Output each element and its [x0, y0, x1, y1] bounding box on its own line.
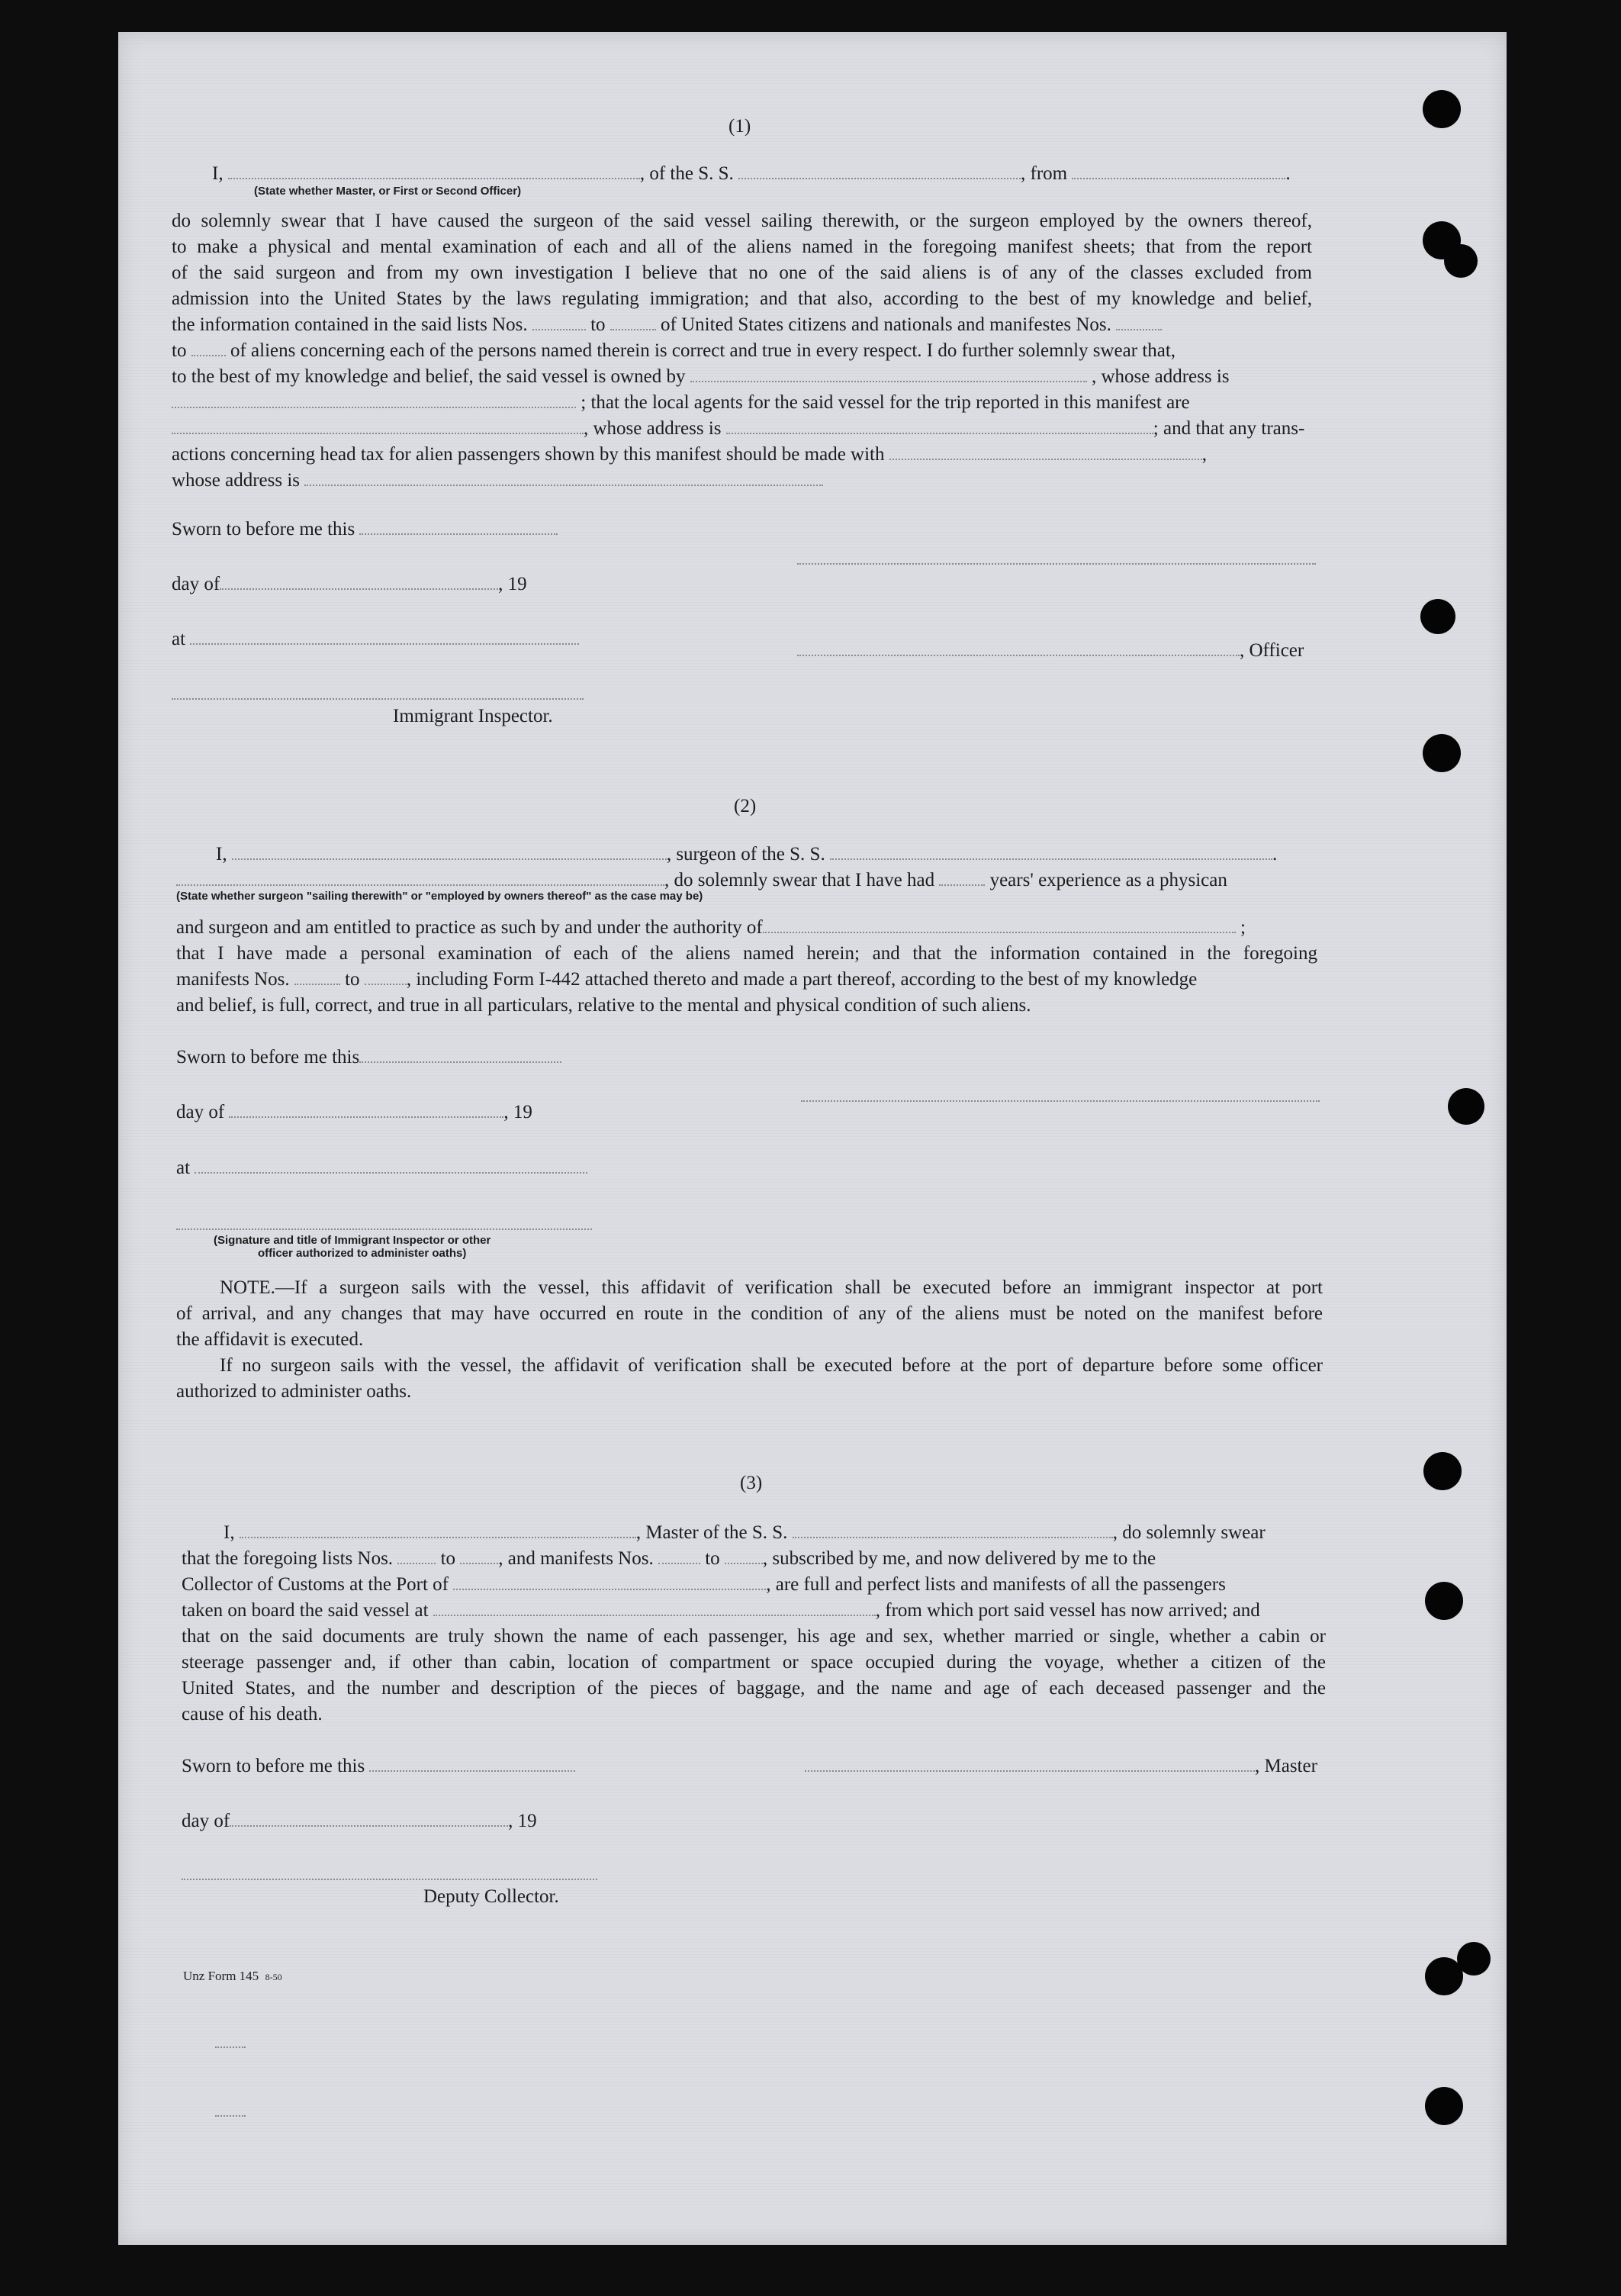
master-signature-field[interactable] [805, 1755, 1255, 1772]
punch-hole [1420, 599, 1455, 634]
surgeon-manifests-to-field[interactable] [365, 968, 407, 985]
day-of-field[interactable] [230, 1810, 508, 1827]
section3-collector-line: Collector of Customs at the Port of , are full and perfect lists and manifests of all the passengers [182, 1574, 1226, 1595]
owner-address-field[interactable] [172, 391, 576, 408]
officer-line: , Officer [797, 639, 1304, 663]
section-number: (2) [734, 796, 757, 816]
section1-lists-line: the information contained in the said lists Nos. to of United States citizens and nationals and manifestes Nos. [172, 313, 1162, 337]
section-number: (3) [740, 1473, 763, 1493]
margin-mark [215, 2046, 246, 2048]
form-page [118, 32, 1507, 2245]
section1-owned-line: to the best of my knowledge and belief, the said vessel is owned by , whose address is [172, 366, 1230, 387]
section2-line2: , do solemnly swear that I have had years' experience as a physican [176, 868, 1227, 893]
signature-line[interactable] [801, 1100, 1320, 1102]
punch-hole [1423, 1452, 1462, 1490]
section1-line1: I, , of the S. S. , from . [212, 163, 1291, 184]
punch-hole [1423, 90, 1461, 128]
section1-whose2-line: whose address is [172, 469, 823, 493]
section2-para-line: that I have made a personal examination of each of the aliens named herein; and that the information contained in the foregoing [176, 943, 1317, 964]
owner-field[interactable] [690, 365, 1087, 382]
section1-to-line: to of aliens concerning each of the persons named therein is correct and true in every respect. I do further solemnly swear that, [172, 340, 1176, 361]
inspector-signature-line[interactable] [176, 1229, 592, 1230]
master-manifests-to-field[interactable] [725, 1547, 763, 1564]
section3-lists-line: that the foregoing lists Nos. to , and manifests Nos. to , subscribed by me, and now delivered by me to the [182, 1548, 1156, 1569]
note-line: authorized to administer oaths. [176, 1381, 412, 1402]
master-manifests-from-field[interactable] [658, 1547, 700, 1564]
day-of-field[interactable] [229, 1101, 503, 1118]
section2-para-line: and belief, is full, correct, and true in all particulars, relative to the mental and physical condition of such aliens. [176, 995, 1031, 1016]
section3-para-line: cause of his death. [182, 1704, 323, 1724]
head-tax-contact-field[interactable] [889, 443, 1202, 460]
agents-address-field[interactable] [726, 417, 1153, 434]
section3-taken-line: taken on board the said vessel at , from which port said vessel has now arrived; and [182, 1600, 1260, 1621]
officer-rank-field[interactable] [228, 163, 640, 179]
sworn-day-field[interactable] [359, 518, 558, 535]
field-caption: (Signature and title of Immigrant Inspector or other [214, 1234, 491, 1247]
sworn-day-field[interactable] [359, 1046, 561, 1063]
authority-field[interactable] [763, 916, 1236, 933]
inspector-signature-line[interactable] [172, 698, 584, 700]
section1-para-line: do solemnly swear that I have caused the surgeon of the said vessel sailing therewith, or the surgeon employed by the owners thereof, [172, 211, 1312, 231]
section2-authority-line: and surgeon and am entitled to practice as such by and under the authority of ; [176, 917, 1246, 938]
margin-mark [215, 2115, 246, 2117]
master-vessel-field[interactable] [793, 1522, 1113, 1538]
section2-manifests-line: manifests Nos. to , including Form I-442 attached thereto and made a part thereof, according to the best of my knowledge [176, 969, 1198, 990]
punch-hole [1425, 2087, 1463, 2125]
section2-line1: I, , surgeon of the S. S. . [216, 844, 1278, 865]
field-caption: (State whether surgeon "sailing therewith" or "employed by owners thereof" as the case may be) [176, 890, 703, 903]
form-number: Unz Form 145 8-50 [183, 1969, 282, 1983]
section3-para-line: United States, and the number and description of the pieces of baggage, and the name and age of each deceased passenger and the [182, 1678, 1326, 1699]
sworn-day-field[interactable] [369, 1755, 575, 1772]
section3-para-line: that on the said documents are truly shown the name of each passenger, his age and sex, whether married or single, whether a cabin or [182, 1626, 1326, 1647]
inspector-label: Immigrant Inspector. [393, 706, 553, 726]
sworn-label: Sworn to before me this [176, 1045, 561, 1070]
at-line: at [176, 1156, 587, 1180]
at-place-field[interactable] [195, 1157, 587, 1174]
sworn-label: Sworn to before me this [182, 1754, 575, 1779]
head-tax-address-field[interactable] [304, 469, 823, 486]
section-number: (1) [728, 116, 751, 137]
punch-hole [1423, 734, 1461, 772]
surgeon-name-field[interactable] [232, 843, 667, 860]
day-of-line: day of , 19 [172, 574, 527, 594]
section3-para-line: steerage passenger and, if other than cabin, location of compartment or space occupied during the voyage, whether a citizen of the [182, 1652, 1326, 1673]
boarding-port-field[interactable] [433, 1599, 876, 1616]
section1-para-line: of the said surgeon and from my own investigation I believe that no one of the said aliens is of any of the classes excluded from [172, 262, 1312, 283]
punch-hole [1444, 244, 1478, 278]
years-experience-field[interactable] [939, 869, 985, 886]
manifests-to-field[interactable] [191, 340, 226, 356]
officer-signature-field[interactable] [797, 639, 1240, 656]
field-caption: officer authorized to administer oaths) [258, 1247, 467, 1260]
master-lists-from-field[interactable] [397, 1547, 436, 1564]
note-line: the affidavit is executed. [176, 1329, 364, 1350]
sworn-label: Sworn to before me this [172, 517, 558, 542]
agents-field[interactable] [172, 417, 584, 434]
field-caption: (State whether Master, or First or Second Officer) [254, 185, 522, 198]
lists-to-field[interactable] [610, 314, 656, 330]
manifests-from-field[interactable] [1116, 314, 1162, 330]
day-of-field[interactable] [220, 573, 498, 590]
at-line: at [172, 627, 579, 652]
deputy-label: Deputy Collector. [423, 1886, 559, 1907]
surgeon-status-field[interactable] [176, 869, 664, 886]
collector-signature-line[interactable] [182, 1879, 597, 1880]
note-line: If no surgeon sails with the vessel, the affidavit of verification shall be executed before at the port of departure before some officer [220, 1355, 1323, 1376]
punch-hole [1448, 1088, 1484, 1125]
lists-from-field[interactable] [532, 314, 586, 330]
section1-agents-line: ; that the local agents for the said vessel for the trip reported in this manifest are [172, 391, 1190, 415]
from-port-field[interactable] [1072, 163, 1285, 179]
section1-para-line: admission into the United States by the laws regulating immigration; and that also, according to the best of my knowledge and belief, [172, 288, 1312, 309]
note-line: NOTE.—If a surgeon sails with the vessel, this affidavit of verification shall be executed before an immigrant inspector at port [220, 1277, 1323, 1298]
at-place-field[interactable] [190, 628, 579, 645]
port-field[interactable] [453, 1573, 766, 1590]
section3-line1: I, , Master of the S. S. , do solemnly swear [224, 1522, 1266, 1543]
master-name-field[interactable] [240, 1522, 636, 1538]
day-of-line: day of , 19 [182, 1811, 537, 1831]
surgeon-manifests-from-field[interactable] [294, 968, 340, 985]
surgeon-vessel-field[interactable] [830, 843, 1272, 860]
section1-para-line: to make a physical and mental examination of each and all of the aliens named in the foregoing manifest sheets; that from the report [172, 237, 1312, 257]
master-lists-to-field[interactable] [460, 1547, 498, 1564]
day-of-line: day of , 19 [176, 1102, 532, 1122]
punch-hole [1457, 1942, 1491, 1976]
signature-line[interactable] [797, 563, 1316, 565]
master-signature-line: , Master [805, 1754, 1317, 1779]
note-line: of arrival, and any changes that may have occurred en route in the condition of any of the aliens must be noted on the manifest before [176, 1303, 1323, 1324]
vessel-name-field[interactable] [738, 163, 1021, 179]
section1-whose-line: , whose address is ; and that any trans- [172, 417, 1304, 441]
section1-actions-line: actions concerning head tax for alien passengers shown by this manifest should be made with , [172, 444, 1207, 465]
punch-hole [1425, 1582, 1463, 1620]
